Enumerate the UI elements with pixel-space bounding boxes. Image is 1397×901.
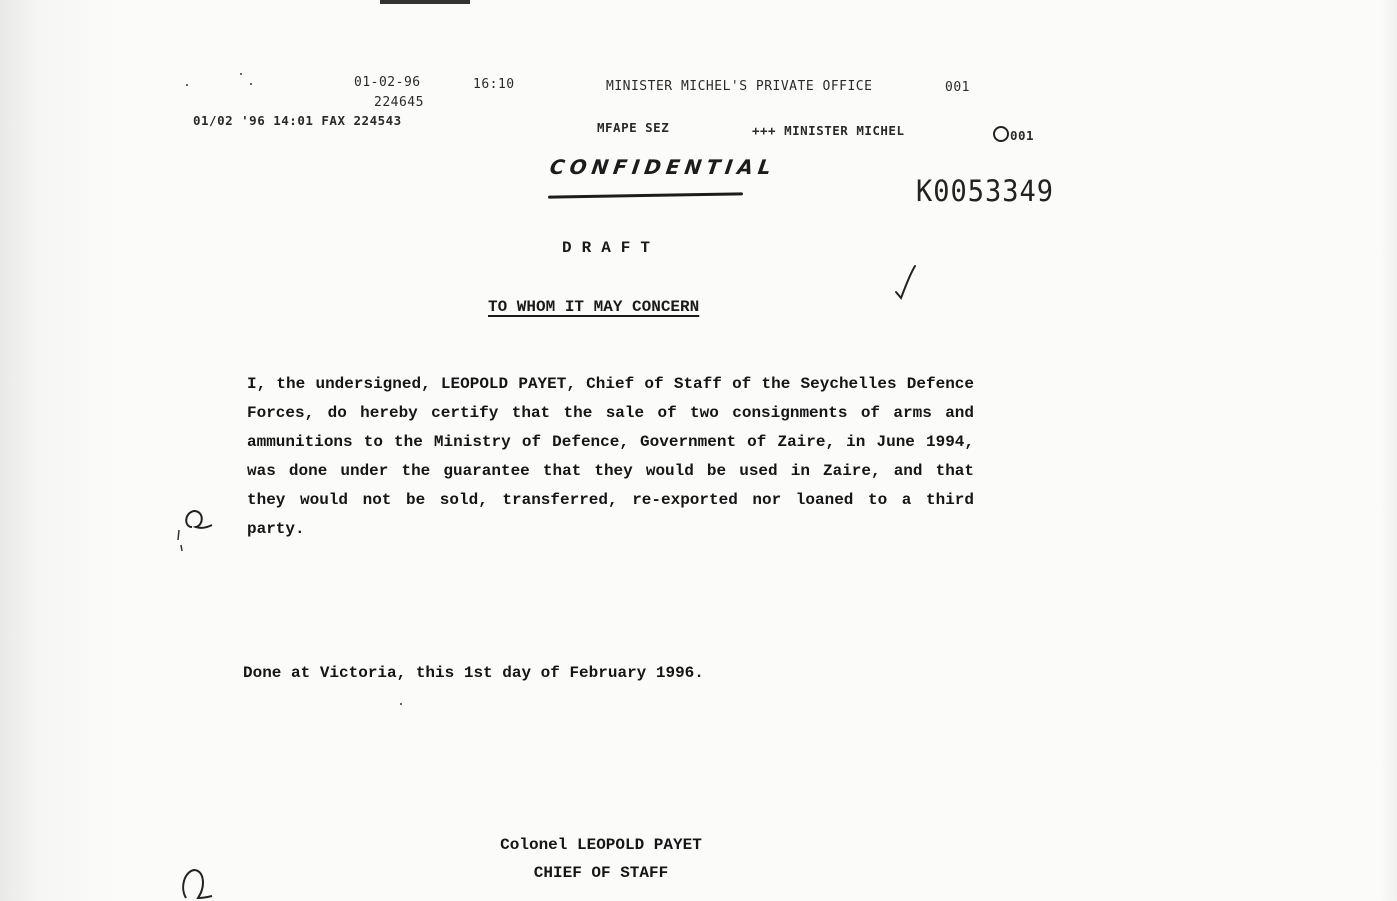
scan-dot: [250, 83, 252, 85]
margin-mark-icon: [174, 505, 214, 555]
fax-header-time: 16:10: [473, 77, 515, 92]
scan-artifact-top: [380, 0, 470, 4]
fax-header-date: 01-02-96: [354, 75, 421, 90]
scan-dot: [186, 84, 188, 86]
certification-paragraph: I, the undersigned, LEOPOLD PAYET, Chief of Staff of the Seychelles Defence Forces, do hereby certify that the sale of two consignments of arms and ammunitions to the Ministry of Defence, Government of Zaire, in June 1994, was done under the guarantee that they would be used in Zaire, and that they would not be sold, transferred, re-exported nor loaned to a third party.: [247, 375, 974, 538]
confidential-stamp: CONFIDENTIAL: [548, 155, 778, 179]
fax-to: +++ MINISTER MICHEL: [752, 123, 905, 138]
document-id: K0053349: [916, 174, 1055, 209]
scan-dot: [240, 73, 242, 75]
scan-dot: [400, 703, 402, 705]
fax-page-number: 001: [1010, 128, 1035, 143]
margin-mark-icon: [178, 864, 214, 901]
confidential-underline: [548, 192, 743, 198]
document-heading: TO WHOM IT MAY CONCERN: [488, 298, 700, 316]
fax-header-number: 224645: [374, 95, 424, 110]
draft-label: DRAFT: [562, 239, 661, 257]
closing-line: Done at Victoria, this 1st day of February 1996.: [243, 664, 704, 682]
signature-name: Colonel LEOPOLD PAYET: [500, 836, 702, 854]
fax-header-sender: MINISTER MICHEL'S PRIVATE OFFICE: [606, 79, 873, 94]
checkmark-icon: [893, 262, 919, 302]
fax-from: MFAPE SEZ: [597, 120, 670, 135]
fax-transmission-line: 01/02 '96 14:01 FAX 224543: [193, 113, 402, 128]
signature-title: CHIEF OF STAFF: [533, 864, 669, 882]
fax-page-counter: [993, 126, 1034, 143]
fax-header-page: 001: [945, 80, 970, 95]
fax-page-icon: [993, 126, 1009, 142]
